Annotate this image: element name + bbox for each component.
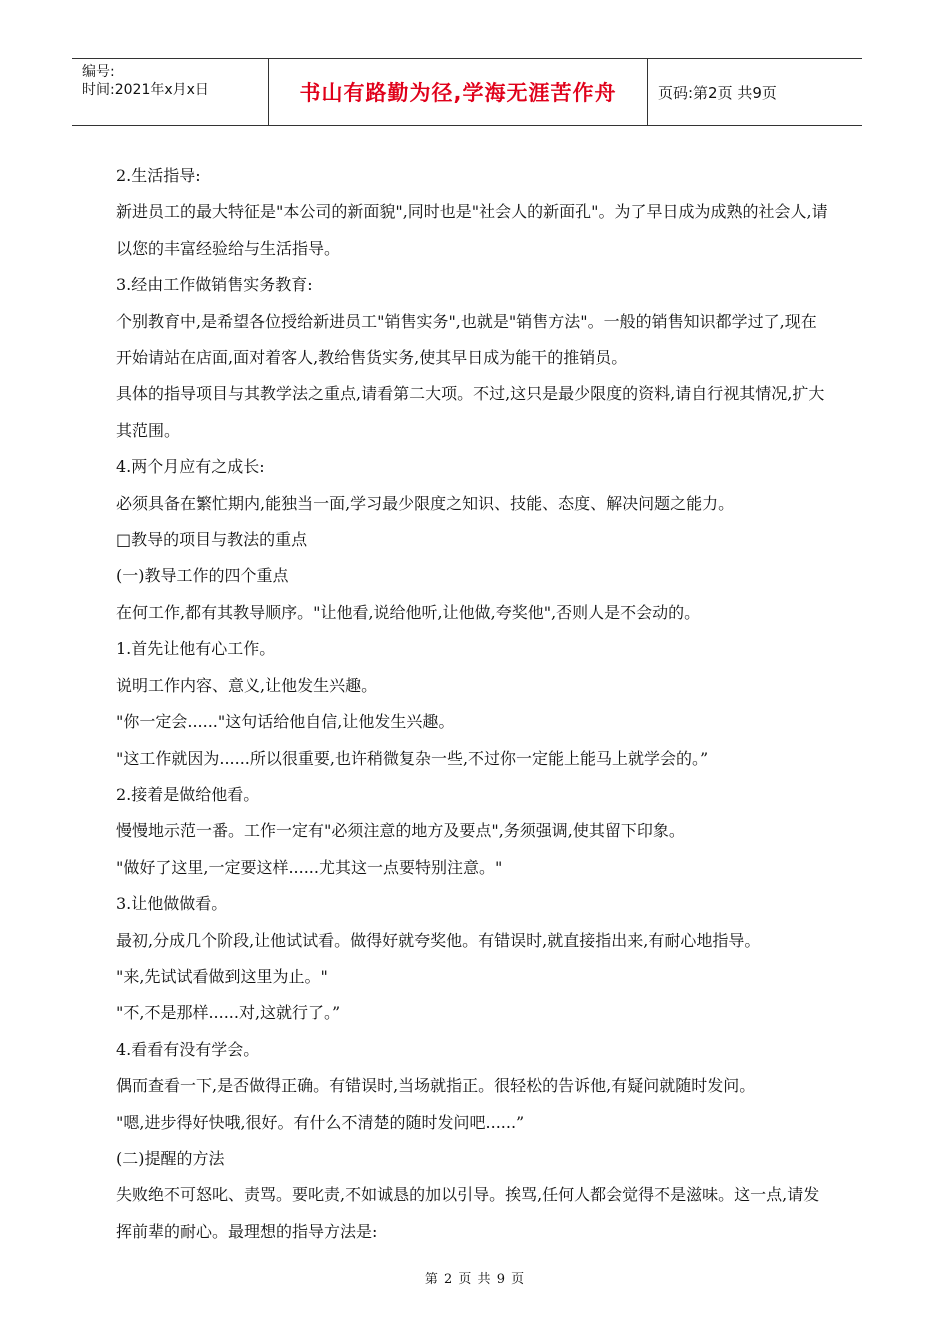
paragraph: 失败绝不可怒叱、责骂。要叱责,不如诚恳的加以引导。挨骂,任何人都会觉得不是滋味。这一点,请发挥前辈的耐心。最理想的指导方法是: xyxy=(116,1185,820,1241)
paragraph: 3.经由工作做销售实务教育: xyxy=(116,275,313,295)
paragraph: 慢慢地示范一番。工作一定有"必须注意的地方及要点",务须强调,使其留下印象。 xyxy=(116,821,685,841)
paragraph: 偶而查看一下,是否做得正确。有错误时,当场就指正。很轻松的告诉他,有疑问就随时发问。 xyxy=(116,1076,756,1096)
paragraph: 具体的指导项目与其教学法之重点,请看第二大项。不过,这只是最少限度的资料,请自行视其情况,扩大其范围。 xyxy=(116,384,825,440)
header-page-info: 页码:第2页 共9页 xyxy=(658,83,777,102)
paragraph: (一)教导工作的四个重点 xyxy=(116,566,289,586)
paragraph: "不,不是那样......对,这就行了。” xyxy=(116,1003,341,1023)
paragraph: (二)提醒的方法 xyxy=(116,1148,225,1168)
paragraph: "嗯,进步得好快哦,很好。有什么不清楚的随时发问吧......” xyxy=(116,1112,525,1132)
paragraph: 2.接着是做给他看。 xyxy=(116,784,260,804)
page-footer: 第 2 页 共 9 页 xyxy=(424,1272,526,1287)
paragraph: "这工作就因为......所以很重要,也许稍微复杂一些,不过你一定能上能马上就学会的。” xyxy=(116,748,709,768)
header-meta xyxy=(72,59,268,125)
paragraph: 在何工作,都有其教导顺序。"让他看,说给他听,让他做,夸奖他",否则人是不会动的。 xyxy=(116,602,701,622)
paragraph: 说明工作内容、意义,让他发生兴趣。 xyxy=(116,675,378,695)
paragraph: 3.让他做做看。 xyxy=(116,894,228,914)
paragraph: 最初,分成几个阶段,让他试试看。做得好就夸奖他。有错误时,就直接指出来,有耐心地指导。 xyxy=(116,930,761,950)
document-body xyxy=(116,158,832,1250)
paragraph: 新进员工的最大特征是"本公司的新面貌",同时也是"社会人的新面孔"。为了早日成为成熟的社会人,请以您的丰富经验给与生活指导。 xyxy=(116,202,828,258)
section-heading: □教导的项目与教法的重点 xyxy=(116,530,308,550)
header-motto: 书山有路勤为径,学海无涯苦作舟 xyxy=(268,59,648,125)
paragraph: 2.生活指导: xyxy=(116,166,201,185)
paragraph: 1.首先让他有心工作。 xyxy=(116,639,276,659)
paragraph: 个别教育中,是希望各位授给新进员工"销售实务",也就是"销售方法"。一般的销售知识都学过了,现在开始请站在店面,面对着客人,教给售货实务,使其早日成为能干的推销员。 xyxy=(116,311,817,368)
paragraph: "你一定会......"这句话给他自信,让他发生兴趣。 xyxy=(116,712,455,732)
paragraph: 4.两个月应有之成长: xyxy=(116,457,265,477)
document-number: 编号: xyxy=(82,64,115,80)
paragraph: "做好了这里,一定要这样......尤其这一点要特别注意。" xyxy=(116,857,503,877)
paragraph: "来,先试试看做到这里为止。" xyxy=(116,966,328,986)
document-time: 时间:2021年x月x日 xyxy=(82,82,209,98)
paragraph: 4.看看有没有学会。 xyxy=(116,1039,260,1059)
paragraph: 必须具备在繁忙期内,能独当一面,学习最少限度之知识、技能、态度、解决问题之能力。 xyxy=(116,493,735,513)
page-header xyxy=(72,58,862,126)
